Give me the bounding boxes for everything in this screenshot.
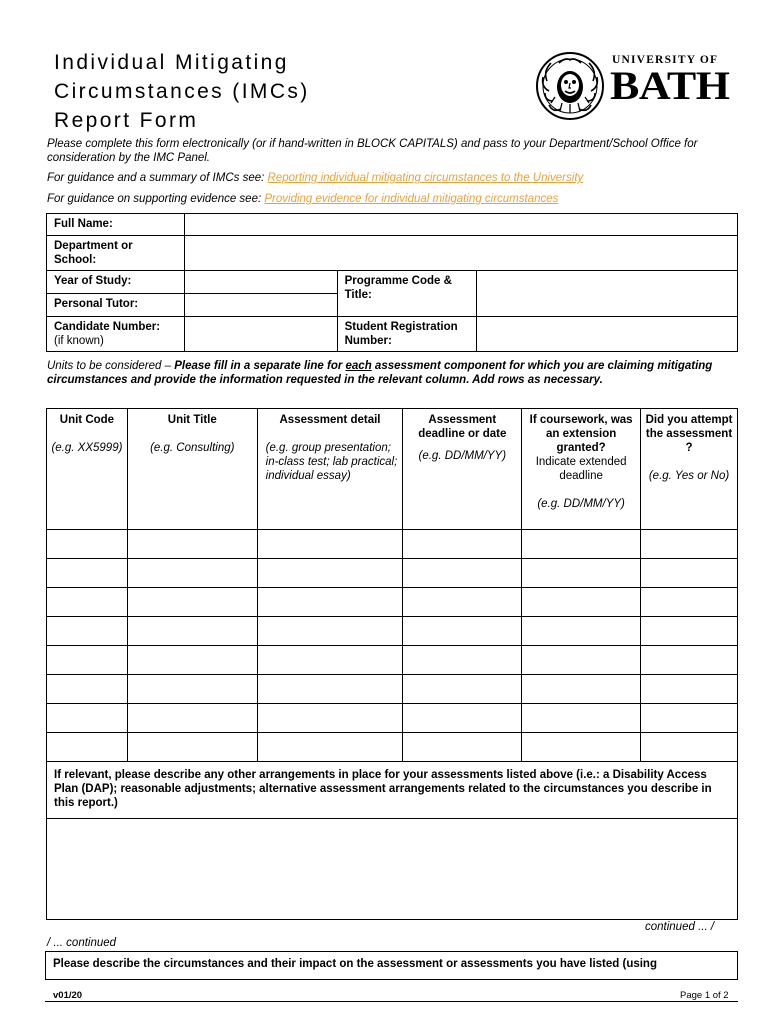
col-extension-note: Indicate extended deadline (535, 456, 627, 482)
department-field[interactable] (184, 236, 737, 271)
col-unit-code-example: (e.g. XX5999) (51, 442, 123, 454)
cell[interactable] (127, 559, 257, 588)
cell[interactable] (47, 675, 128, 704)
continued-left: / ... continued (47, 937, 117, 949)
cell[interactable] (403, 588, 522, 617)
cell[interactable] (47, 588, 128, 617)
version-label: v01/20 (53, 990, 83, 1001)
table-row (47, 530, 738, 559)
department-label: Department or School: (47, 236, 185, 271)
units-table (46, 408, 738, 920)
cell[interactable] (257, 733, 403, 762)
cell[interactable] (127, 588, 257, 617)
cell[interactable] (403, 733, 522, 762)
personal-tutor-label: Personal Tutor: (47, 294, 185, 317)
cell[interactable] (641, 530, 738, 559)
col-assessment-detail-head: Assessment detail (279, 414, 381, 426)
cell[interactable] (257, 675, 403, 704)
col-attempt-head: Did you attempt the assessment ? (645, 414, 733, 454)
cell[interactable] (403, 617, 522, 646)
cell[interactable] (522, 733, 641, 762)
col-unit-code (47, 409, 128, 530)
cell[interactable] (47, 733, 128, 762)
guidance-imcs-link[interactable]: Reporting individual mitigating circumstances to the University (267, 172, 584, 184)
registration-number-field[interactable] (477, 317, 738, 352)
cell[interactable] (47, 646, 128, 675)
logo-university-of: UNIVERSITY OF (612, 54, 719, 66)
units-intro-a: Units to be considered – (47, 360, 175, 372)
cell[interactable] (641, 588, 738, 617)
col-extension-example: (e.g. DD/MM/YY) (537, 498, 625, 510)
col-assessment-detail-example: (e.g. group presentation; in-class test; lab practical; individual essay) (265, 442, 398, 482)
cell[interactable] (522, 704, 641, 733)
col-unit-title-example: (e.g. Consulting) (150, 442, 235, 454)
table-row (47, 646, 738, 675)
page-title (54, 48, 474, 135)
units-intro-each: each (345, 360, 372, 372)
col-unit-title (127, 409, 257, 530)
cell[interactable] (257, 617, 403, 646)
units-intro-b: Please fill in a separate line for (174, 360, 346, 372)
cell[interactable] (403, 675, 522, 704)
candidate-number-field[interactable] (184, 317, 337, 352)
cell[interactable] (403, 559, 522, 588)
cell[interactable] (522, 530, 641, 559)
title-line-3: Report Form (54, 109, 199, 132)
candidate-number-sub: (if known) (54, 335, 104, 347)
guidance-imcs-prefix: For guidance and a summary of IMCs see: (47, 172, 268, 184)
cell[interactable] (641, 617, 738, 646)
cell[interactable] (403, 530, 522, 559)
programme-label: Programme Code & Title: (337, 271, 477, 317)
table-row (47, 675, 738, 704)
title-line-2: Circumstances (IMCs) (54, 80, 310, 103)
units-header-row (47, 409, 738, 530)
guidance-evidence-link[interactable]: Providing evidence for individual mitigating circumstances (264, 193, 559, 205)
continued-right: continued ... / (645, 921, 715, 933)
cell[interactable] (641, 733, 738, 762)
programme-field[interactable] (477, 271, 738, 317)
candidate-number-text: Candidate Number: (54, 321, 161, 333)
cell[interactable] (127, 617, 257, 646)
cell[interactable] (522, 617, 641, 646)
describe-circumstances-label: Please describe the circumstances and their impact on the assessment or assessments you have listed (using (45, 951, 738, 980)
cell[interactable] (127, 530, 257, 559)
col-unit-code-head: Unit Code (59, 414, 115, 426)
logo-bath: BATH (610, 63, 730, 109)
cell[interactable] (522, 559, 641, 588)
full-name-field[interactable] (184, 214, 737, 236)
arrangements-field[interactable] (47, 819, 738, 920)
page-number: Page 1 of 2 (680, 990, 729, 1001)
cell[interactable] (257, 646, 403, 675)
footer-divider (45, 1001, 738, 1002)
intro-text: Please complete this form electronically (or if hand-written in BLOCK CAPITALS) and pass to your Department/School Office for consideration by the IMC Panel. (47, 138, 698, 164)
col-attempt-example: (e.g. Yes or No) (648, 470, 730, 482)
cell[interactable] (522, 588, 641, 617)
cell[interactable] (641, 559, 738, 588)
col-deadline-head: Assessment deadline or date (418, 414, 507, 440)
cell[interactable] (403, 704, 522, 733)
arrangements-label: If relevant, please describe any other arrangements in place for your assessments listed above (i.e.: a Disability Access Plan (DAP); reasonable adjustments; alternative assessment arrangements related to the circumstances you describe in this report.) (47, 762, 738, 819)
table-row (47, 704, 738, 733)
guidance-evidence (47, 192, 737, 206)
guidance-imcs (47, 171, 737, 185)
cell[interactable] (47, 617, 128, 646)
table-row (47, 617, 738, 646)
cell[interactable] (127, 646, 257, 675)
title-line-1: Individual Mitigating (54, 51, 289, 74)
col-assessment-detail (257, 409, 403, 530)
col-attempt (641, 409, 738, 530)
table-row (47, 559, 738, 588)
col-unit-title-head: Unit Title (167, 414, 217, 426)
col-deadline-example: (e.g. DD/MM/YY) (418, 450, 507, 462)
university-seal-icon (535, 51, 605, 121)
cell[interactable] (127, 675, 257, 704)
col-extension-head: If coursework, was an extension granted? (529, 414, 633, 454)
units-intro-d: assessment component for which you are claiming mitigating circumstances and provide the information requested in the relevant column. Add rows as necessary. (47, 360, 713, 386)
table-row (47, 733, 738, 762)
cell[interactable] (127, 733, 257, 762)
cell[interactable] (257, 559, 403, 588)
table-row (47, 588, 738, 617)
year-of-study-field[interactable] (184, 271, 337, 294)
cell[interactable] (47, 530, 128, 559)
units-instructions (47, 359, 737, 387)
guidance-evidence-prefix: For guidance on supporting evidence see: (47, 193, 265, 205)
candidate-number-label (47, 317, 185, 352)
registration-number-label: Student Registration Number: (337, 317, 477, 352)
cell[interactable] (127, 704, 257, 733)
cell[interactable] (257, 704, 403, 733)
cell[interactable] (47, 559, 128, 588)
col-extension (522, 409, 641, 530)
cell[interactable] (522, 675, 641, 704)
cell[interactable] (257, 530, 403, 559)
cell[interactable] (641, 675, 738, 704)
cell[interactable] (403, 646, 522, 675)
personal-tutor-field[interactable] (184, 294, 337, 317)
cell[interactable] (47, 704, 128, 733)
student-details-table (46, 213, 738, 352)
col-deadline (403, 409, 522, 530)
year-of-study-label: Year of Study: (47, 271, 185, 294)
cell[interactable] (641, 704, 738, 733)
full-name-label: Full Name: (47, 214, 185, 236)
cell[interactable] (641, 646, 738, 675)
cell[interactable] (522, 646, 641, 675)
cell[interactable] (257, 588, 403, 617)
